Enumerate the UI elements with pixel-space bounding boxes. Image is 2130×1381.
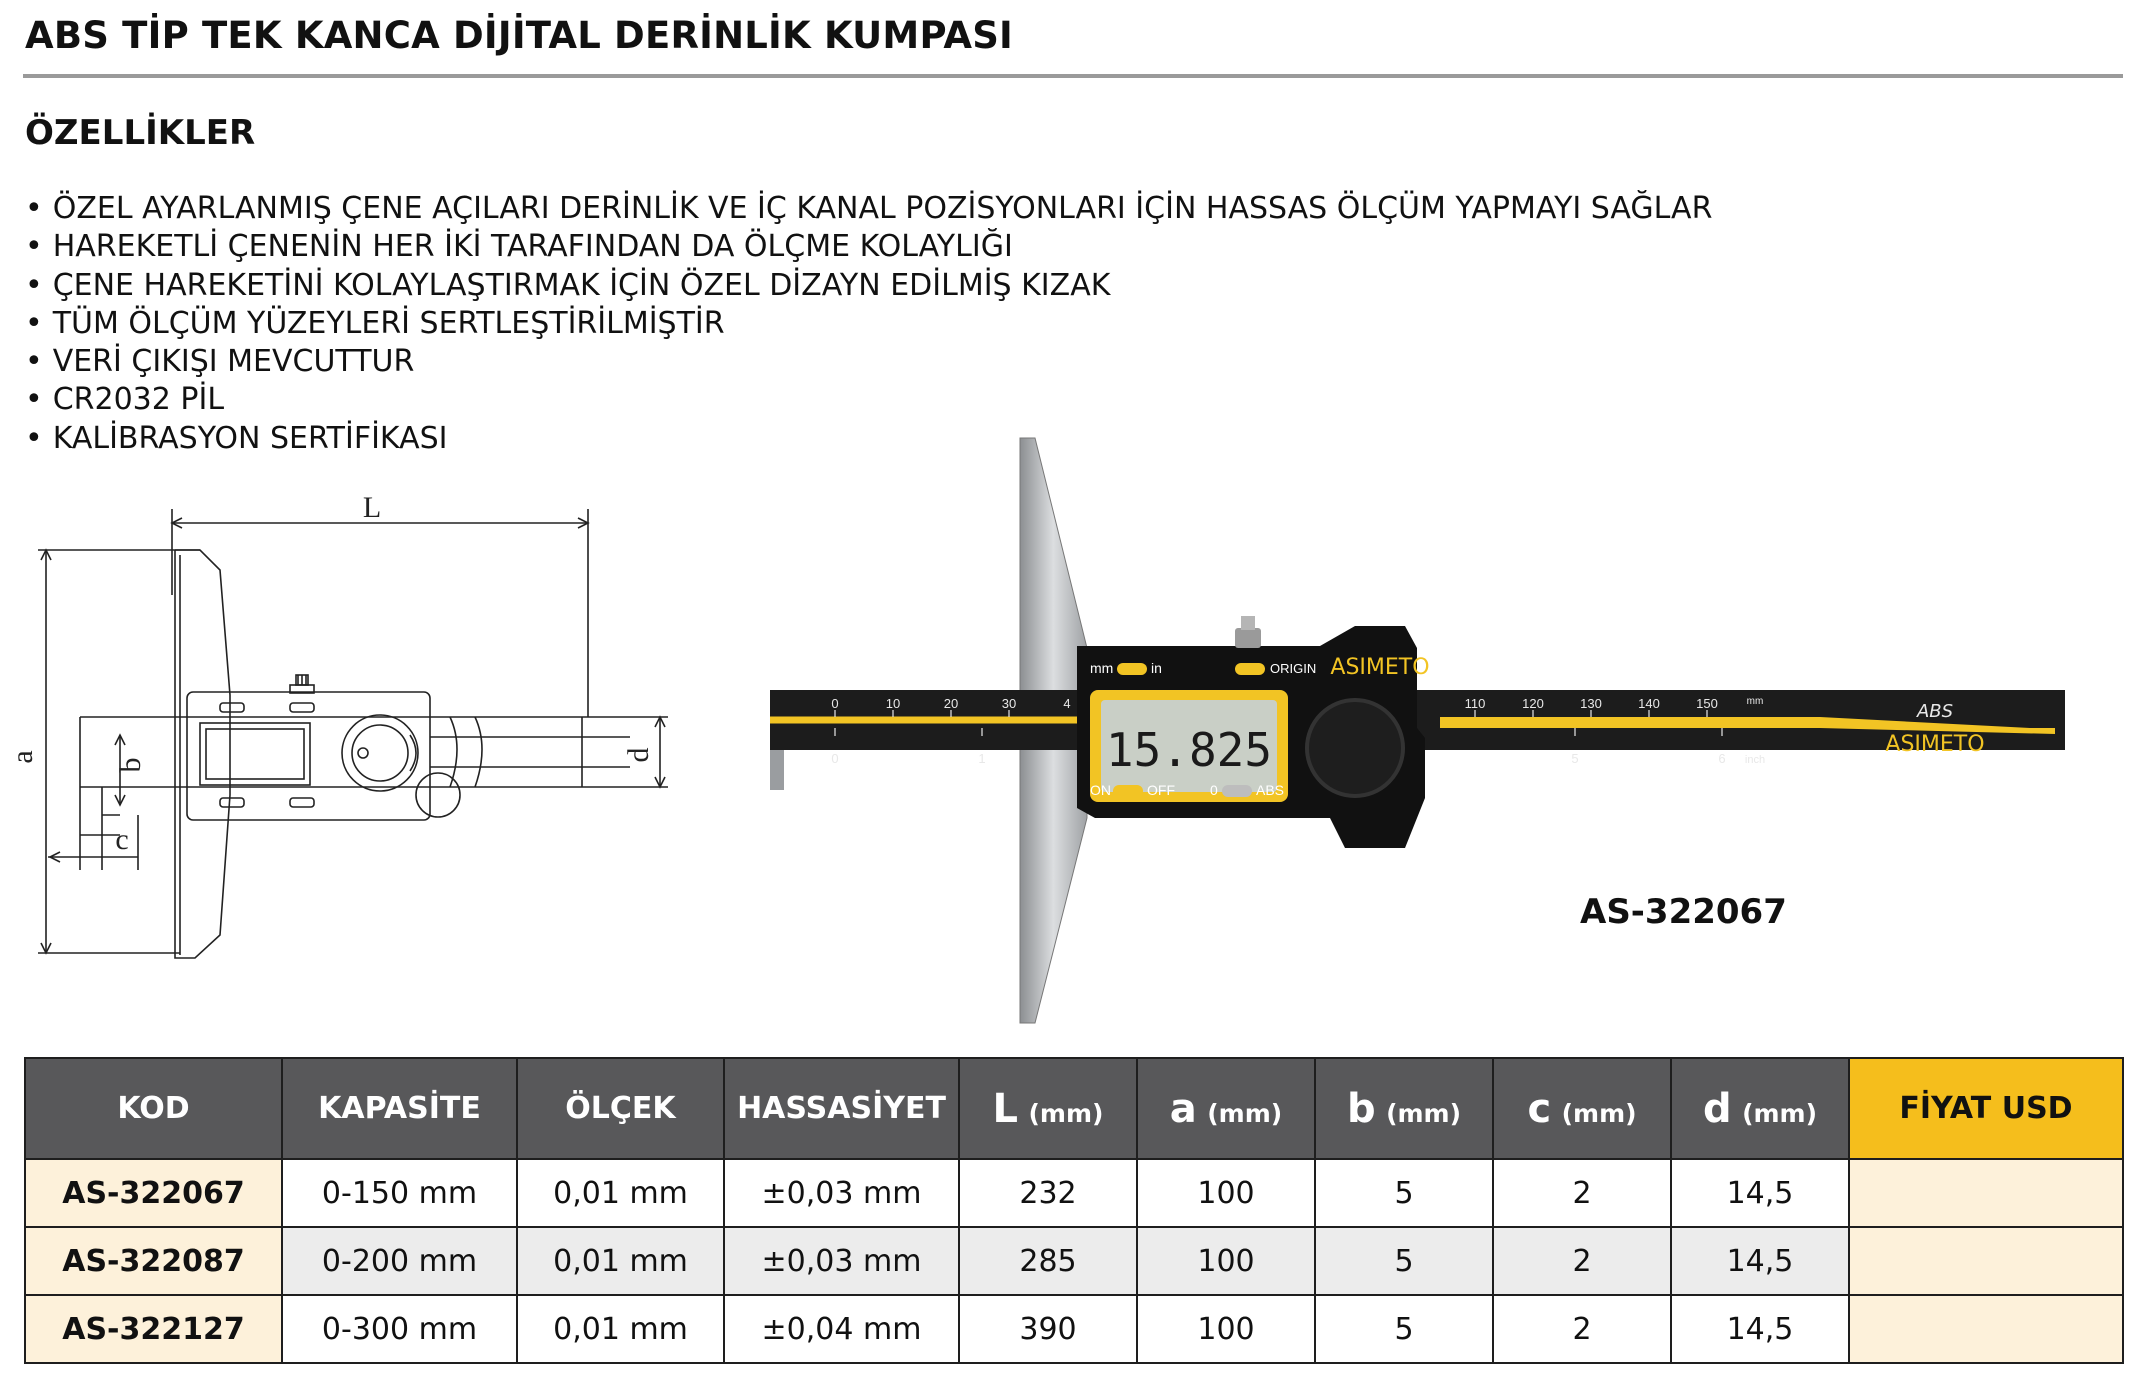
btn-abs-label: ABS: [1256, 782, 1285, 798]
features-heading: ÖZELLİKLER: [25, 113, 256, 153]
dim-label-b: b: [114, 757, 147, 773]
page-title: ABS TİP TEK KANCA DİJİTAL DERİNLİK KUMPASI: [25, 14, 1014, 57]
header-olcek: ÖLÇEK: [517, 1058, 724, 1159]
feature-item: • CR2032 PİL: [25, 381, 1712, 419]
dim-label-d: d: [622, 747, 655, 763]
scale-label: 10: [885, 696, 901, 711]
scale-label: 150: [1696, 696, 1718, 711]
cell-fiyat: [1849, 1227, 2123, 1295]
header-kapasite: KAPASİTE: [282, 1058, 517, 1159]
feature-item: • HAREKETLİ ÇENENİN HER İKİ TARAFINDAN DA ÖLÇME KOLAYLIĞI: [25, 228, 1712, 266]
header-b: b (mm): [1315, 1058, 1493, 1159]
scale-label: 5: [1571, 751, 1579, 766]
dim-label-L: L: [362, 491, 382, 524]
btn-origin-label: ORIGIN: [1270, 661, 1317, 676]
header-L: L (mm): [959, 1058, 1137, 1159]
btn-off-label: OFF: [1147, 782, 1175, 798]
feature-item: • TÜM ÖLÇÜM YÜZEYLERİ SERTLEŞTİRİLMİŞTİR: [25, 305, 1712, 343]
cell-hassasiyet: ±0,03 mm: [724, 1159, 959, 1227]
table-row: [25, 1159, 2123, 1227]
cell-kod: AS-322087: [25, 1227, 282, 1295]
header-fiyat: FİYAT USD: [1849, 1058, 2123, 1159]
origin-button[interactable]: [1235, 663, 1265, 675]
scale-label: 0: [831, 751, 839, 766]
header-kod: KOD: [25, 1058, 282, 1159]
cell-b: 5: [1315, 1159, 1493, 1227]
btn-in-label: in: [1151, 660, 1162, 676]
cell-a: 100: [1137, 1227, 1315, 1295]
thumb-wheel: [1307, 700, 1403, 796]
feature-item: • KALİBRASYON SERTİFİKASI: [25, 420, 1712, 458]
scale-unit-inch: inch: [1744, 754, 1766, 766]
header-d: d (mm): [1671, 1058, 1849, 1159]
zero-abs-button[interactable]: [1222, 785, 1252, 797]
cell-L: 232: [959, 1159, 1137, 1227]
btn-zero-label: 0: [1210, 782, 1218, 798]
scale-label: 30: [1001, 696, 1017, 711]
btn-mm-label: mm: [1090, 660, 1114, 676]
cell-d: 14,5: [1671, 1159, 1849, 1227]
mm-in-button[interactable]: [1117, 663, 1147, 675]
cell-b: 5: [1315, 1295, 1493, 1363]
feature-item: • ÖZEL AYARLANMIŞ ÇENE AÇILARI DERİNLİK VE İÇ KANAL POZİSYONLARI İÇİN HASSAS ÖLÇÜM YAPMAYI SAĞLAR: [25, 190, 1712, 228]
cell-c: 2: [1493, 1227, 1671, 1295]
header-c: c (mm): [1493, 1058, 1671, 1159]
cell-olcek: 0,01 mm: [517, 1159, 724, 1227]
product-image: [765, 438, 2075, 1028]
cell-c: 2: [1493, 1159, 1671, 1227]
feature-item: • VERİ ÇIKIŞI MEVCUTTUR: [25, 343, 1712, 381]
head-brand-logo: ASIMETO: [1330, 655, 1430, 680]
technical-diagram: [6, 491, 680, 975]
cell-d: 14,5: [1671, 1227, 1849, 1295]
cell-olcek: 0,01 mm: [517, 1227, 724, 1295]
feature-item: • ÇENE HAREKETİNİ KOLAYLAŞTIRMAK İÇİN ÖZEL DİZAYN EDİLMİŞ KIZAK: [25, 267, 1712, 305]
product-code-caption: AS-322067: [1580, 892, 1787, 932]
scale-label: 6: [1718, 751, 1726, 766]
cell-L: 390: [959, 1295, 1137, 1363]
title-divider: [23, 74, 2123, 78]
dim-label-a: a: [6, 750, 39, 764]
scale-label: 140: [1638, 696, 1660, 711]
cell-kapasite: 0-200 mm: [282, 1227, 517, 1295]
beam-abs-logo: ABS: [1916, 701, 1954, 722]
cell-olcek: 0,01 mm: [517, 1295, 724, 1363]
cell-kapasite: 0-300 mm: [282, 1295, 517, 1363]
cell-a: 100: [1137, 1295, 1315, 1363]
cell-fiyat: [1849, 1295, 2123, 1363]
lcd-readout: 15.825: [1105, 723, 1273, 777]
table-header-row: [25, 1058, 2123, 1159]
scale-label: 130: [1580, 696, 1602, 711]
cell-d: 14,5: [1671, 1295, 1849, 1363]
cell-kod: AS-322127: [25, 1295, 282, 1363]
beam-brand-logo: ASIMETO: [1885, 732, 1985, 757]
on-off-button[interactable]: [1113, 785, 1143, 797]
cell-kod: AS-322067: [25, 1159, 282, 1227]
scale-label: 110: [1464, 696, 1486, 711]
cell-hassasiyet: ±0,03 mm: [724, 1227, 959, 1295]
cell-c: 2: [1493, 1295, 1671, 1363]
header-hassasiyet: HASSASİYET: [724, 1058, 959, 1159]
scale-label: 1: [978, 751, 986, 766]
table-row: [25, 1227, 2123, 1295]
cell-fiyat: [1849, 1159, 2123, 1227]
cell-kapasite: 0-150 mm: [282, 1159, 517, 1227]
scale-unit-mm: mm: [1746, 696, 1764, 707]
cell-L: 285: [959, 1227, 1137, 1295]
dim-label-c: c: [115, 823, 129, 856]
spec-table: [24, 1057, 2124, 1364]
cell-hassasiyet: ±0,04 mm: [724, 1295, 959, 1363]
features-list: [25, 190, 1712, 458]
btn-on-label: ON: [1090, 782, 1111, 798]
cell-a: 100: [1137, 1159, 1315, 1227]
scale-label: 0: [831, 696, 839, 711]
scale-label: 120: [1522, 696, 1544, 711]
cell-b: 5: [1315, 1227, 1493, 1295]
scale-label: 4: [1063, 696, 1071, 711]
header-a: a (mm): [1137, 1058, 1315, 1159]
scale-label: 20: [943, 696, 959, 711]
table-row: [25, 1295, 2123, 1363]
